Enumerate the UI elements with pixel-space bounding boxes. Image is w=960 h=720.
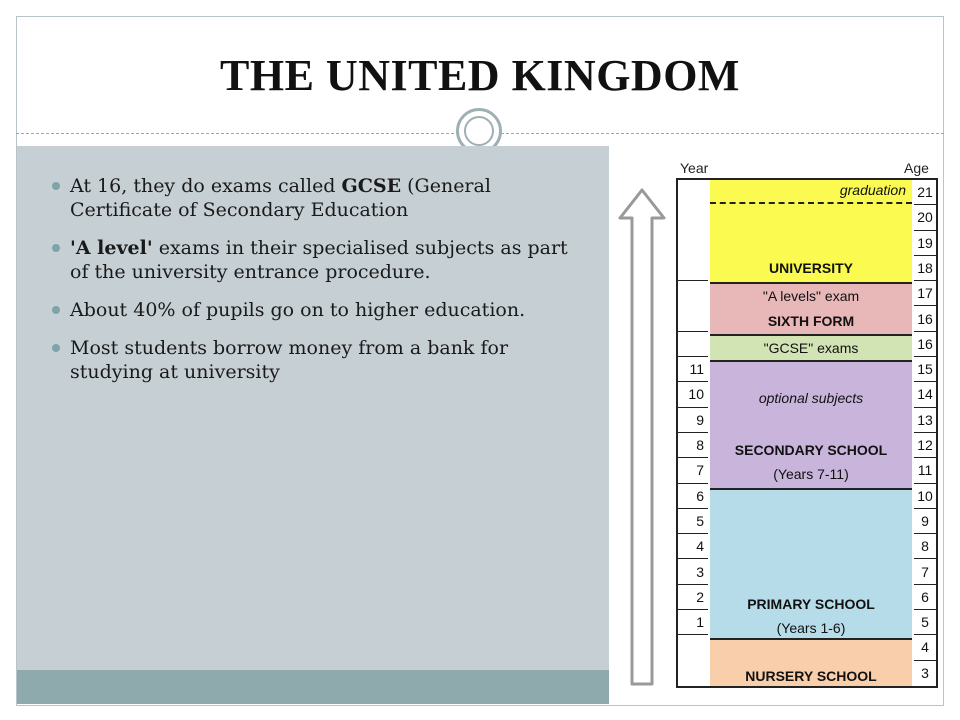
age-cell: 11: [914, 458, 936, 483]
age-cell: 21: [914, 180, 936, 205]
age-column: [910, 180, 936, 686]
bullet-item: [70, 336, 580, 384]
primary-years-label: (Years 1-6): [776, 620, 846, 636]
age-cell: 7: [914, 560, 936, 585]
age-cell: 14: [914, 382, 936, 407]
age-cell: 3: [921, 664, 929, 681]
optional-subjects-label: optional subjects: [758, 390, 864, 406]
age-cell: 4: [914, 635, 936, 660]
age-cell: 19: [914, 231, 936, 256]
year-cell: 4: [678, 534, 708, 559]
year-cell: 1: [678, 610, 708, 635]
bullet-bold-text: 'A level': [70, 237, 153, 259]
age-cell: 9: [914, 509, 936, 534]
year-cell: 3: [678, 560, 708, 585]
year-cell: 11: [678, 357, 708, 382]
bullet-item: [70, 236, 580, 284]
graduation-label: graduation: [839, 182, 906, 198]
nursery-band: [710, 640, 912, 686]
bullet-text: (General Certificate of Secondary Education: [70, 175, 491, 221]
year-cell: 2: [678, 585, 708, 610]
age-cell: 10: [914, 484, 936, 509]
footer-bar: [17, 670, 609, 704]
year-cell: 6: [678, 484, 708, 509]
bullet-item: [70, 298, 580, 322]
sixth-form-label: SIXTH FORM: [767, 313, 855, 329]
gcse-label: "GCSE" exams: [763, 340, 859, 356]
nursery-label: NURSERY SCHOOL: [745, 668, 877, 684]
year-cell-blank: [678, 180, 708, 281]
age-cell: 13: [914, 408, 936, 433]
age-cell: 16: [914, 332, 936, 357]
gcse-band: [710, 336, 912, 362]
age-cell: 5: [914, 610, 936, 635]
secondary-label: SECONDARY SCHOOL: [734, 442, 888, 458]
bullet-text: About 40% of pupils go on to higher education.: [70, 299, 526, 321]
graduation-dashed-line: [710, 202, 912, 204]
year-cell: 5: [678, 509, 708, 534]
age-cell: 6: [914, 585, 936, 610]
year-cell: 10: [678, 382, 708, 407]
bullet-text: exams in their specialised subjects as part of the university entrance procedure.: [70, 237, 568, 283]
year-header: Year: [680, 160, 709, 176]
university-band: [710, 180, 912, 284]
age-cell: 17: [914, 281, 936, 306]
bullet-bold-text: GCSE: [341, 175, 402, 197]
sixth-form-band: [710, 284, 912, 336]
age-header: Age: [904, 160, 929, 176]
primary-band: [710, 490, 912, 640]
year-cell: 8: [678, 433, 708, 458]
year-column: [678, 180, 712, 686]
bullet-text: At 16, they do exams called: [70, 175, 342, 197]
age-cell: 20: [914, 205, 936, 230]
age-cell: 15: [914, 357, 936, 382]
age-cell: 18: [914, 256, 936, 281]
year-cell-blank: [678, 281, 708, 332]
bullet-list: [70, 174, 580, 398]
bullet-item: [70, 174, 580, 222]
a-levels-label: "A levels" exam: [762, 288, 860, 304]
year-cell: 9: [678, 408, 708, 433]
secondary-years-label: (Years 7-11): [773, 466, 849, 482]
age-cell: 12: [914, 433, 936, 458]
secondary-band: [710, 362, 912, 490]
university-label: UNIVERSITY: [768, 260, 853, 276]
year-cell: 7: [678, 458, 708, 483]
slide-title: THE UNITED KINGDOM: [220, 51, 740, 100]
primary-label: PRIMARY SCHOOL: [747, 596, 875, 612]
year-cell-blank: [678, 332, 708, 357]
bullet-text: Most students borrow money from a bank for studying at university: [70, 337, 509, 383]
education-grid: [676, 178, 938, 688]
uk-education-diagram: [614, 148, 948, 704]
age-cell: 8: [914, 534, 936, 559]
up-arrow-icon: [618, 188, 666, 688]
age-cell: 16: [914, 307, 936, 332]
